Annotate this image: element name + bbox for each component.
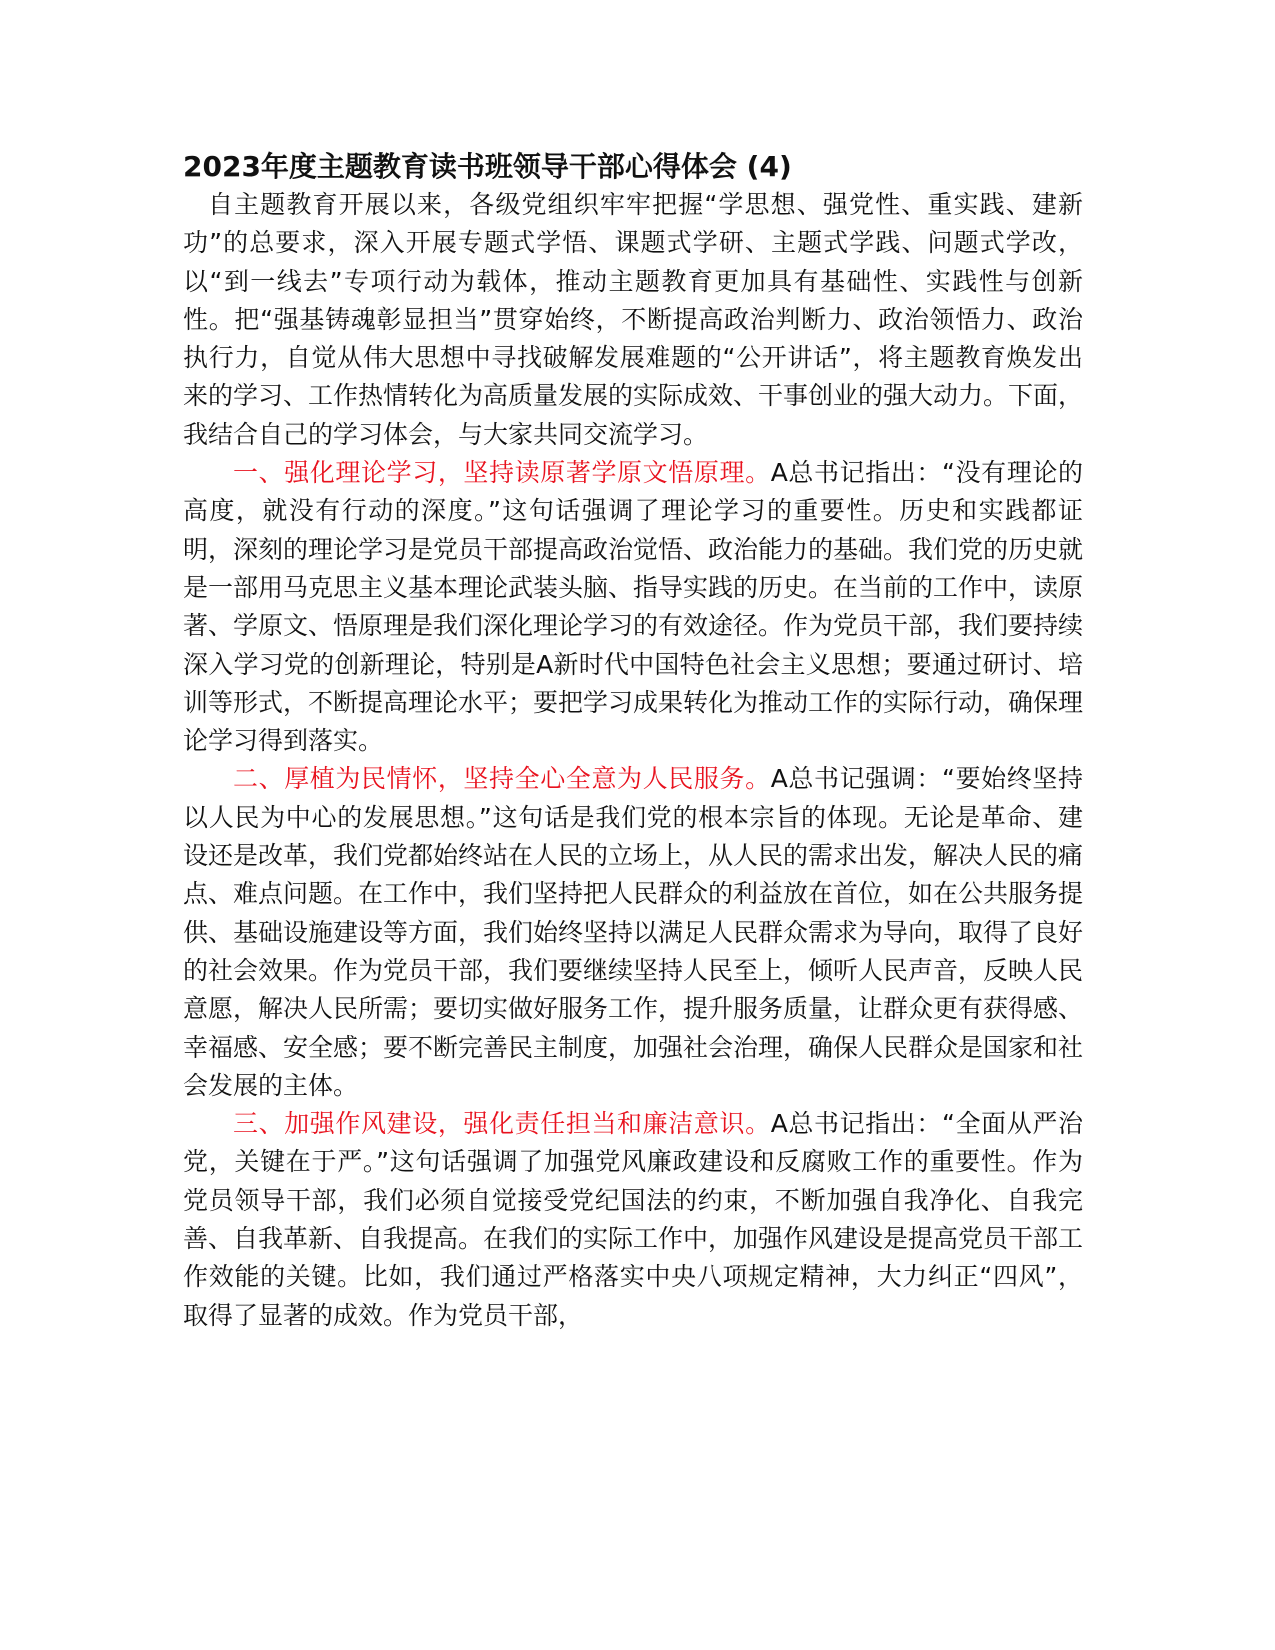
intro-paragraph: 自主题教育开展以来，各级党组织牢牢把握“学思想、强党性、重实践、建新功”的总要求，深入开展专题式学悟、课题式学研、主题式学践、问题式学改，以“到一线去”专项行动为载体，推动主题教育更加具有基础性、实践性与创新性。把“强基铸魂彰显担当”贯穿始终，不断提高政治判断力、政治领悟力、政治执行力，自觉从伟大思想中寻找破解发展难题的“公开讲话”，将主题教育焕发出来的学习、工作热情转化为高质量发展的实际成效、干事创业的强大动力。下面，我结合自己的学习体会，与大家共同交流学习。 — [183, 190, 1084, 449]
document-page — [183, 148, 1083, 1335]
document-title: 2023年度主题教育读书班领导干部心得体会 (4) — [183, 150, 792, 183]
section-3-heading: 三、加强作风建设，强化责任担当和廉洁意识。 — [233, 1109, 771, 1139]
section-3-paragraph — [183, 1105, 1083, 1335]
section-1-body: A总书记指出：“没有理论的高度，就没有行动的深度。”这句话强调了理论学习的重要性。历史和实践都证明，深刻的理论学习是党员干部提高政治觉悟、政治能力的基础。我们党的历史就是一部用马克思主义基本理论武装头脑、指导实践的历史。在当前的工作中，读原著、学原文、悟原理是我们深化理论学习的有效途径。作为党员干部，我们要持续深入学习党的创新理论，特别是A新时代中国特色社会主义思想；要通过研讨、培训等形式，不断提高理论水平；要把学习成果转化为推动工作的实际行动，确保理论学习得到落实。 — [183, 458, 1084, 756]
section-1-paragraph — [183, 454, 1083, 760]
section-3-body: A总书记指出：“全面从严治党，关键在于严。”这句话强调了加强党风廉政建设和反腐败工作的重要性。作为党员领导干部，我们必须自觉接受党纪国法的约束，不断加强自我净化、自我完善、自我革新、自我提高。在我们的实际工作中，加强作风建设是提高党员干部工作效能的关键。比如，我们通过严格落实中央八项规定精神，大力纠正“四风”，取得了显著的成效。作为党员干部， — [183, 1109, 1084, 1330]
section-2-body: A总书记强调：“要始终坚持以人民为中心的发展思想。”这句话是我们党的根本宗旨的体现。无论是革命、建设还是改革，我们党都始终站在人民的立场上，从人民的需求出发，解决人民的痛点、难点问题。在工作中，我们坚持把人民群众的利益放在首位，如在公共服务提供、基础设施建设等方面，我们始终坚持以满足人民群众需求为导向，取得了良好的社会效果。作为党员干部，我们要继续坚持人民至上，倾听人民声音，反映人民意愿，解决人民所需；要切实做好服务工作，提升服务质量，让群众更有获得感、幸福感、安全感；要不断完善民主制度，加强社会治理，确保人民群众是国家和社会发展的主体。 — [183, 764, 1084, 1100]
section-2-paragraph — [183, 760, 1083, 1105]
section-2-heading: 二、厚植为民情怀，坚持全心全意为人民服务。 — [233, 764, 771, 794]
section-1-heading: 一、强化理论学习，坚持读原著学原文悟原理。 — [233, 458, 771, 488]
